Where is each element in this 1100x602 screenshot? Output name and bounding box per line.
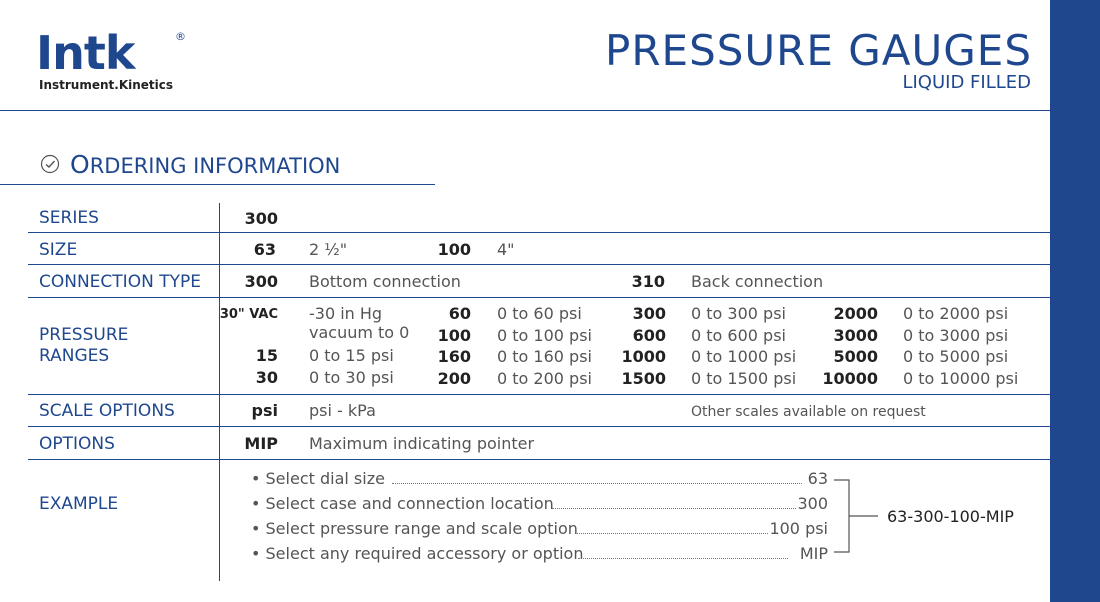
brand-logo [36,28,191,96]
pressure-code: 10000 [822,369,878,388]
size-code-1: 63 [253,240,276,259]
pressure-desc: 0 to 160 psi [497,347,592,366]
row-divider [28,426,1050,427]
size-desc-2: 4" [497,240,515,259]
section-divider [0,184,435,185]
row-divider [28,297,1050,298]
pressure-code: 15 [255,346,278,365]
example-bracket [832,478,882,554]
options-desc: Maximum indicating pointer [309,434,535,453]
pressure-code: 30 [255,368,278,387]
example-result: 63-300-100-MIP [887,507,1014,526]
scale-desc: psi - kPa [309,401,376,420]
example-value: 63 [807,469,828,488]
leader-dots [577,533,768,534]
pressure-label-line1: PRESSURE [39,325,129,345]
row-divider [28,232,1050,233]
sidebar-stripe [1050,0,1100,602]
pressure-code: 2000 [833,304,878,323]
section-title-initial: O [70,150,90,179]
series-label: SERIES [39,208,99,228]
example-step: • Select case and connection location [251,494,554,513]
leader-dots [552,508,796,509]
vac-desc-line2: vacuum to 0 [309,323,410,342]
connection-code-2: 310 [631,272,665,291]
pressure-code: 200 [437,369,471,388]
page-title: PRESSURE GAUGES [605,26,1032,75]
pressure-desc: 0 to 5000 psi [903,347,1009,366]
logo-mark: Intk [36,26,135,80]
pressure-code: 100 [437,326,471,345]
example-value: 100 psi [769,519,828,538]
pressure-desc: 0 to 1000 psi [691,347,797,366]
logo-tagline: Instrument.Kinetics [39,78,174,92]
pressure-code: 160 [437,347,471,366]
pressure-code: 600 [632,326,666,345]
pressure-desc: 0 to 3000 psi [903,326,1009,345]
section-title-rest: RDERING INFORMATION [89,154,341,178]
example-step: • Select any required accessory or option [251,544,584,563]
section-title [70,150,340,179]
pressure-code: 1000 [621,347,666,366]
pressure-desc: 0 to 100 psi [497,326,592,345]
pressure-desc: 0 to 1500 psi [691,369,797,388]
check-circle-icon [40,154,60,174]
pressure-code: 1500 [621,369,666,388]
example-value: MIP [799,544,828,563]
connection-desc-1: Bottom connection [309,272,461,291]
scale-code: psi [251,401,278,420]
pressure-code: 60 [448,304,471,323]
series-code: 300 [244,209,278,228]
leader-dots [578,558,788,559]
pressure-label-line2: RANGES [39,346,110,366]
scale-note: Other scales available on request [691,404,926,420]
pressure-desc: 0 to 200 psi [497,369,592,388]
table-column-divider [219,203,220,581]
size-code-2: 100 [437,240,471,259]
connection-label: CONNECTION TYPE [39,272,201,292]
row-divider [28,264,1050,265]
row-divider [28,459,1050,460]
options-label: OPTIONS [39,434,115,454]
page-subtitle: LIQUID FILLED [902,72,1031,93]
size-label: SIZE [39,240,78,260]
pressure-code: 300 [632,304,666,323]
leader-dots [392,483,802,484]
scale-label: SCALE OPTIONS [39,401,175,421]
vac-code: 30" VAC [219,307,278,322]
pressure-desc: 0 to 10000 psi [903,369,1019,388]
pressure-code: 3000 [833,326,878,345]
size-desc-1: 2 ½" [309,240,348,259]
example-step: • Select dial size [251,469,385,488]
connection-code-1: 300 [244,272,278,291]
header-divider [0,110,1072,111]
row-divider [28,394,1050,395]
pressure-desc: 0 to 30 psi [309,368,394,387]
pressure-desc: 0 to 60 psi [497,304,582,323]
pressure-desc: 0 to 600 psi [691,326,786,345]
pressure-desc: 0 to 300 psi [691,304,786,323]
registered-mark: ® [175,30,186,43]
pressure-desc: 0 to 2000 psi [903,304,1009,323]
pressure-desc: 0 to 15 psi [309,346,394,365]
options-code: MIP [244,434,278,453]
example-step: • Select pressure range and scale option [251,519,578,538]
pressure-code: 5000 [833,347,878,366]
example-label: EXAMPLE [39,494,119,514]
vac-desc-line1: -30 in Hg [309,304,383,323]
example-value: 300 [797,494,828,513]
connection-desc-2: Back connection [691,272,824,291]
